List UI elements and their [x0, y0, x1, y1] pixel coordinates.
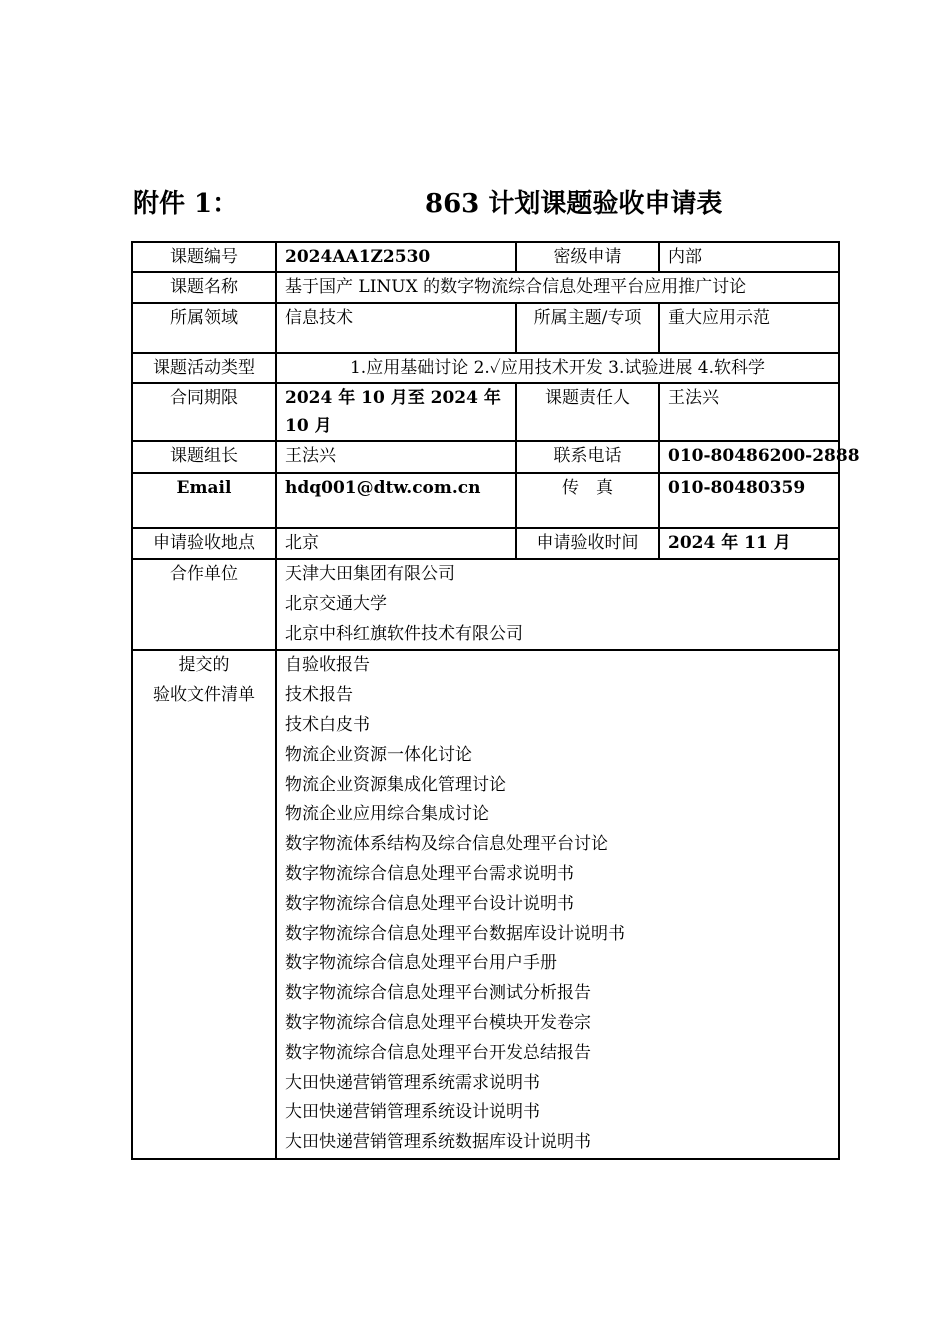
partner-item: 北京中科红旗软件技术有限公司: [285, 623, 523, 644]
documents-label-line-1: 提交的: [178, 655, 230, 676]
documents-label: [132, 650, 276, 1159]
project-no-value: 2024AA1Z2530: [276, 242, 516, 272]
topic-value: 重大应用示范: [659, 303, 839, 353]
attachment-label: 附件 1：: [133, 189, 239, 219]
project-no-label: 课题编号: [132, 242, 276, 272]
document-item: 物流企业资源集成化管理讨论: [285, 774, 506, 795]
document-item: 自验收报告: [285, 655, 370, 676]
row-project-name: [132, 272, 839, 303]
document-item: 物流企业资源一体化讨论: [285, 744, 472, 765]
field-value: 信息技术: [276, 303, 516, 353]
acceptance-place-value: 北京: [276, 528, 516, 559]
phone-value: 010-80486200-2888: [659, 441, 839, 473]
secrecy-value: 内部: [659, 242, 839, 272]
acceptance-time-value: 2024 年 11 月: [659, 528, 839, 559]
row-field: [132, 303, 839, 353]
document-item: 技术白皮书: [285, 714, 370, 735]
document-item: 数字物流综合信息处理平台数据库设计说明书: [285, 923, 625, 944]
group-leader-label: 课题组长: [132, 441, 276, 473]
documents-list: [276, 650, 839, 1159]
phone-label: 联系电话: [516, 441, 659, 473]
project-name-value: 基于国产 LINUX 的数字物流综合信息处理平台应用推广讨论: [276, 272, 839, 303]
acceptance-place-label: 申请验收地点: [132, 528, 276, 559]
document-item: 物流企业应用综合集成讨论: [285, 804, 489, 825]
email-value: hdq001@dtw.com.cn: [276, 473, 516, 528]
partner-item: 天津大田集团有限公司: [285, 564, 455, 584]
leader-label: 课题责任人: [516, 383, 659, 441]
leader-value: 王法兴: [659, 383, 839, 441]
row-email: [132, 473, 839, 528]
field-label: 所属领域: [132, 303, 276, 353]
row-project-no: [132, 242, 839, 272]
document-item: 大田快递营销管理系统设计说明书: [285, 1102, 540, 1123]
fax-value: 010-80480359: [659, 473, 839, 528]
partners-list: [276, 559, 839, 650]
row-contract-period: [132, 383, 839, 441]
row-partners: [132, 559, 839, 650]
row-documents: [132, 650, 839, 1159]
contract-period-label: 合同期限: [132, 383, 276, 441]
partners-label: 合作单位: [132, 559, 276, 650]
document-item: 数字物流综合信息处理平台需求说明书: [285, 863, 574, 884]
document-item: 数字物流体系结构及综合信息处理平台讨论: [285, 834, 608, 855]
document-item: 技术报告: [285, 685, 353, 706]
group-leader-value: 王法兴: [276, 441, 516, 473]
contract-period-value: 2024 年 10 月至 2024 年 10 月: [276, 383, 516, 441]
row-group-leader: [132, 441, 839, 473]
partner-item: 北京交通大学: [285, 593, 387, 614]
document-item: 大田快递营销管理系统需求说明书: [285, 1072, 540, 1093]
document-item: 数字物流综合信息处理平台模块开发卷宗: [285, 1012, 591, 1033]
activity-type-label: 课题活动类型: [132, 353, 276, 383]
row-acceptance: [132, 528, 839, 559]
document-item: 数字物流综合信息处理平台开发总结报告: [285, 1042, 591, 1063]
project-name-label: 课题名称: [132, 272, 276, 303]
document-item: 数字物流综合信息处理平台用户手册: [285, 953, 557, 974]
acceptance-application-form: [131, 241, 860, 1160]
document-item: 数字物流综合信息处理平台设计说明书: [285, 893, 574, 914]
document-item: 大田快递营销管理系统数据库设计说明书: [285, 1132, 591, 1153]
row-activity-type: [132, 353, 839, 383]
secrecy-label: 密级申请: [516, 242, 659, 272]
activity-type-options: 1.应用基础讨论 2.✓应用技术开发 3.试验进展 4.软科学: [276, 353, 839, 383]
topic-label: 所属主题/专项: [516, 303, 659, 353]
acceptance-time-label: 申请验收时间: [516, 528, 659, 559]
email-label: Email: [132, 473, 276, 528]
document-item: 数字物流综合信息处理平台测试分析报告: [285, 983, 591, 1004]
document-header: [133, 183, 833, 223]
fax-label: 传 真: [516, 473, 659, 528]
documents-label-line-2: 验收文件清单: [153, 685, 255, 706]
page-title: 863 计划课题验收申请表: [425, 189, 723, 219]
